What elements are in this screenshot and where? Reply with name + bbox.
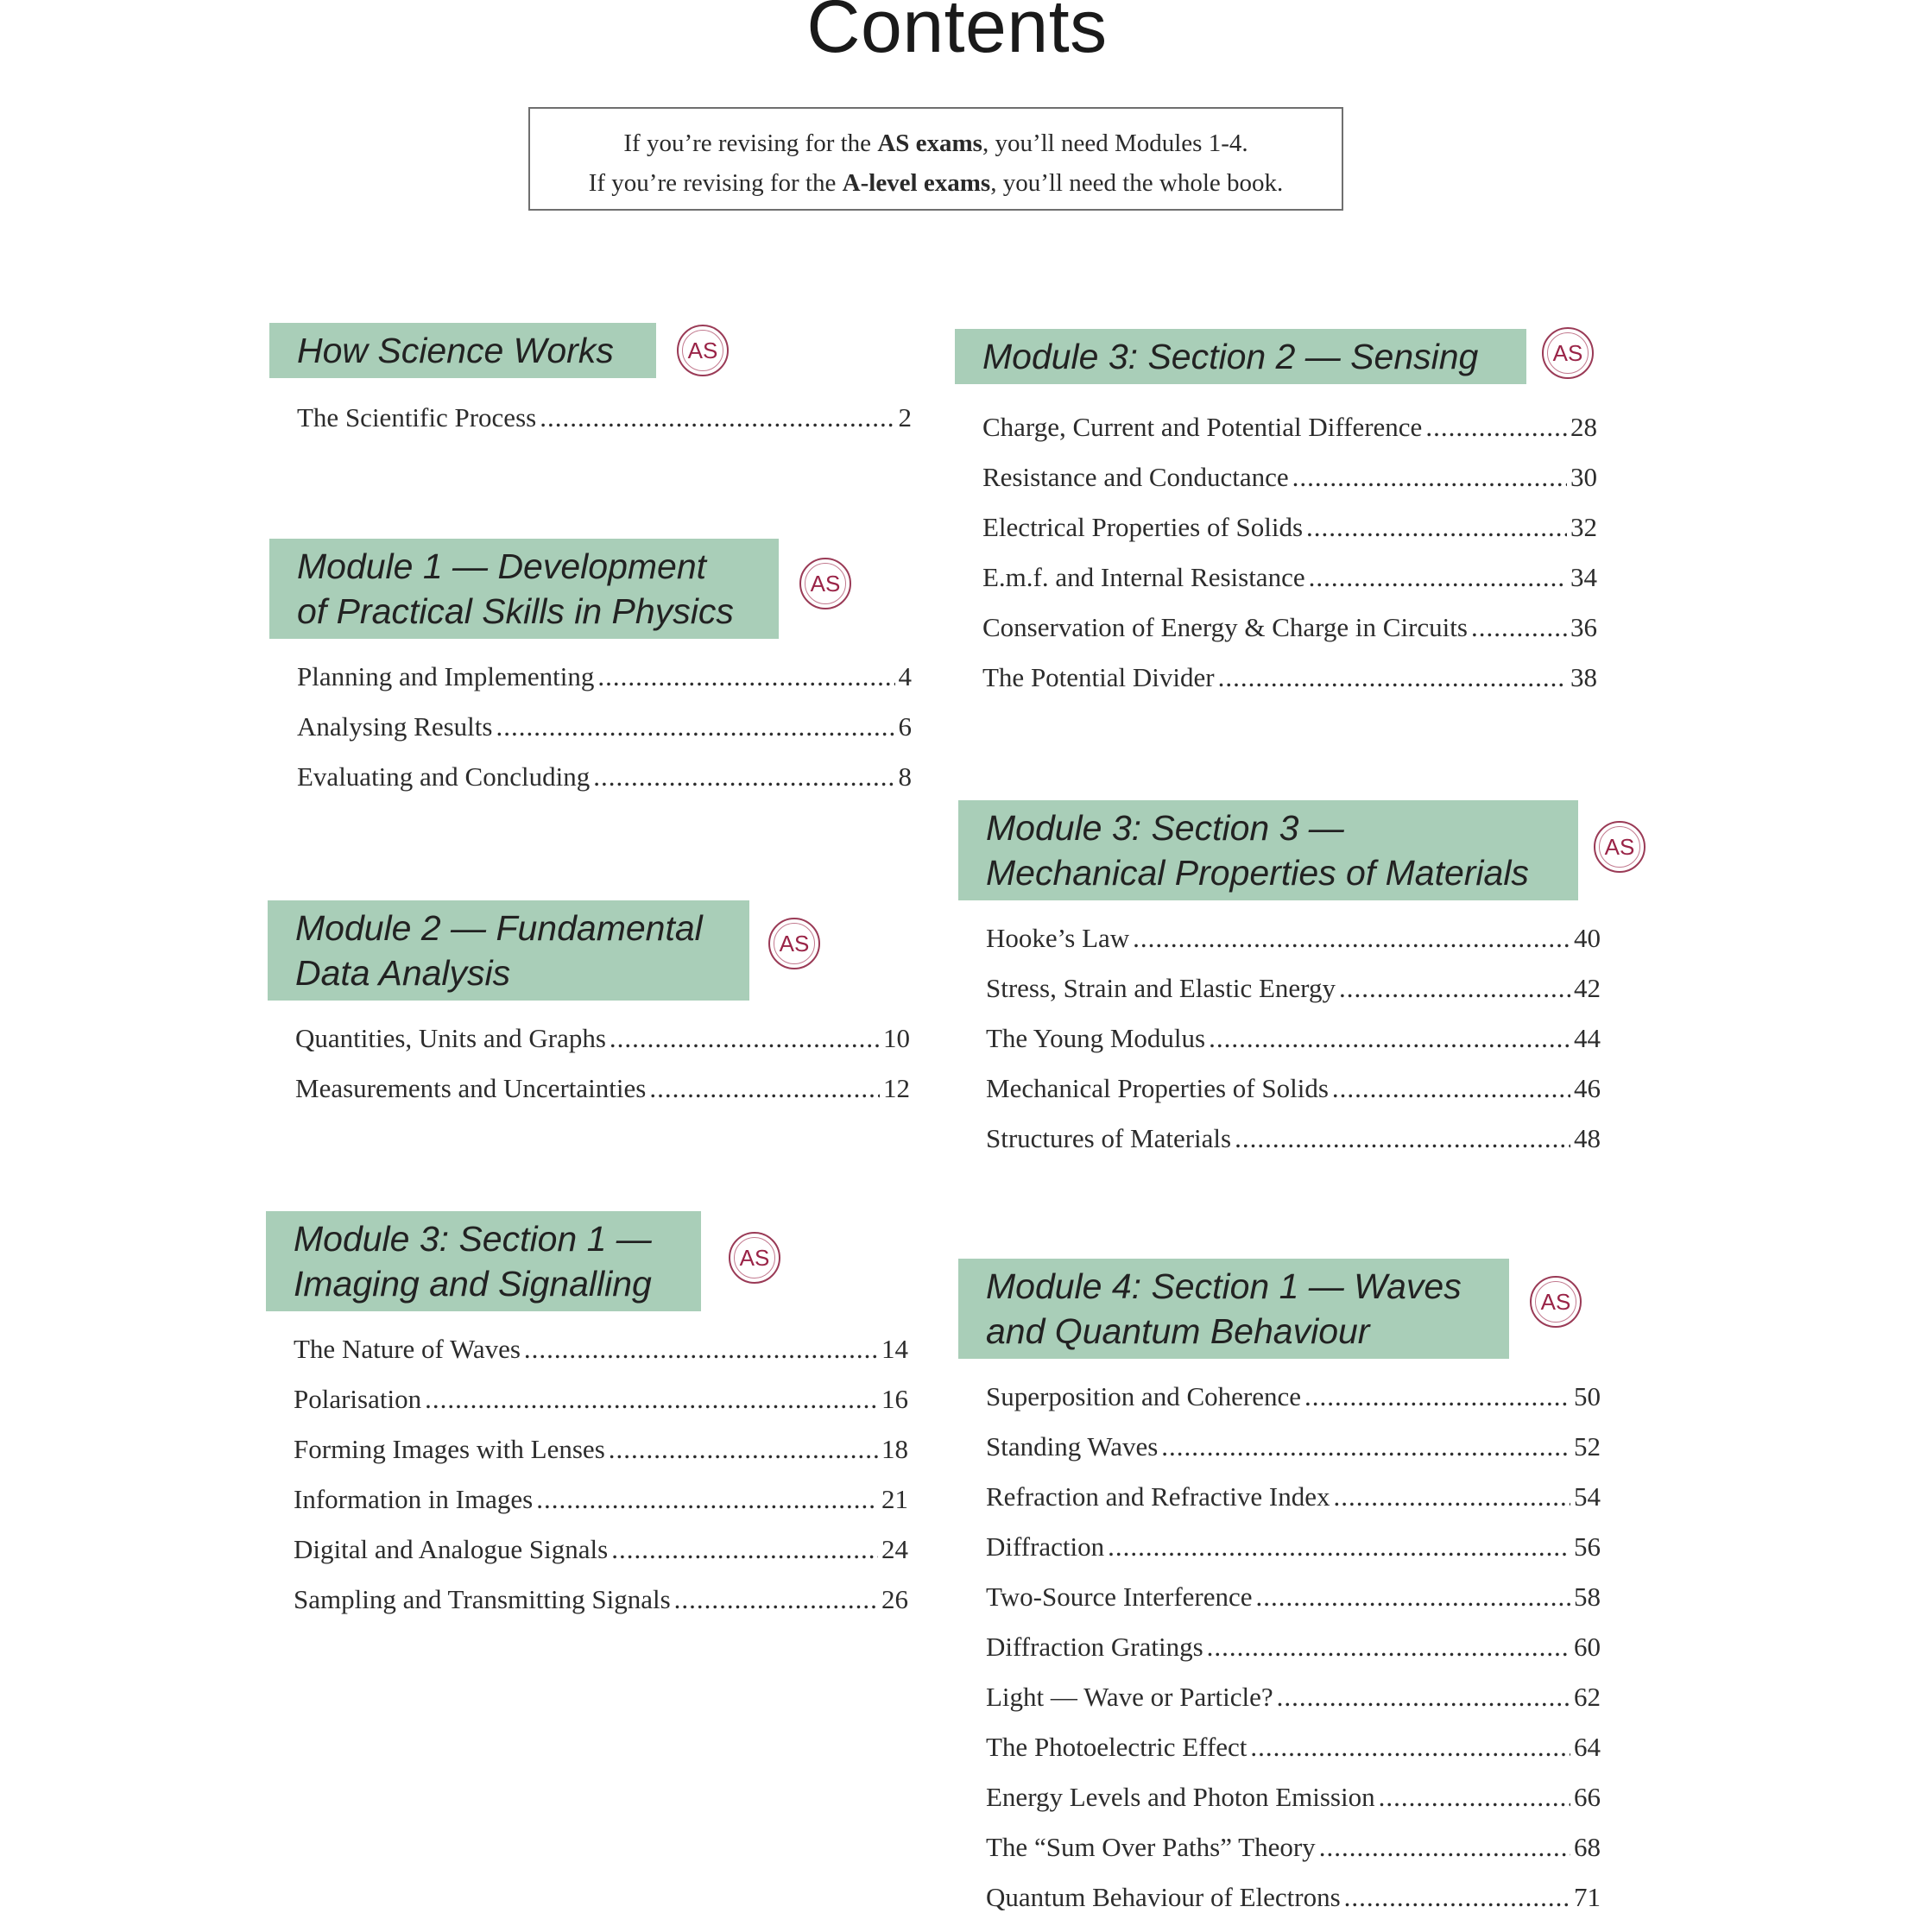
toc-entry-title: Quantum Behaviour of Electrons bbox=[986, 1882, 1341, 1912]
dot-leader bbox=[1209, 1023, 1570, 1054]
dot-leader bbox=[496, 711, 894, 742]
toc-entry bbox=[294, 1584, 908, 1634]
toc-entry-title: Light — Wave or Particle? bbox=[986, 1682, 1273, 1712]
dot-leader bbox=[1235, 1123, 1570, 1154]
toc-entry-title: Superposition and Coherence bbox=[986, 1381, 1302, 1411]
toc-entry-title: Information in Images bbox=[294, 1484, 534, 1514]
toc-entry-title: Evaluating and Concluding bbox=[297, 761, 591, 792]
toc-entry-title: Polarisation bbox=[294, 1384, 422, 1414]
dot-leader bbox=[1133, 923, 1570, 954]
toc-entry bbox=[986, 1682, 1601, 1732]
as-badge-label: AS bbox=[810, 570, 841, 597]
toc-entry bbox=[982, 512, 1597, 562]
as-badge-icon bbox=[768, 918, 820, 969]
section-entries bbox=[297, 661, 912, 811]
toc-entry-title: Mechanical Properties of Solids bbox=[986, 1073, 1329, 1103]
as-badge-label: AS bbox=[687, 337, 718, 363]
toc-entry bbox=[295, 1073, 910, 1123]
toc-entry bbox=[986, 923, 1601, 973]
dot-leader bbox=[1334, 1481, 1570, 1512]
dot-leader bbox=[536, 1484, 878, 1515]
toc-entry bbox=[297, 402, 912, 452]
toc-entry-page: 4 bbox=[898, 661, 912, 691]
toc-entry bbox=[986, 1431, 1601, 1481]
toc-entry-page: 58 bbox=[1574, 1582, 1601, 1612]
as-badge-icon bbox=[677, 325, 729, 376]
toc-entry bbox=[982, 562, 1597, 612]
toc-entry-page: 26 bbox=[881, 1584, 908, 1614]
toc-entry-page: 71 bbox=[1574, 1882, 1601, 1912]
toc-entry bbox=[297, 711, 912, 761]
section-heading-line: Module 3: Section 1 — bbox=[294, 1219, 652, 1259]
dot-leader bbox=[674, 1584, 878, 1615]
section-entries bbox=[982, 412, 1597, 712]
toc-entry-page: 50 bbox=[1574, 1381, 1601, 1411]
section-heading bbox=[269, 323, 656, 378]
section-heading bbox=[266, 1211, 701, 1311]
as-badge-label: AS bbox=[1604, 833, 1635, 860]
toc-entry-title: Diffraction bbox=[986, 1531, 1105, 1562]
section-heading-line: Module 4: Section 1 — Waves bbox=[986, 1266, 1462, 1306]
dot-leader bbox=[609, 1434, 878, 1465]
toc-entry-page: 14 bbox=[881, 1334, 908, 1364]
toc-entry bbox=[986, 1632, 1601, 1682]
section-heading-line: Module 2 — Fundamental bbox=[295, 908, 703, 948]
toc-entry-page: 56 bbox=[1574, 1531, 1601, 1562]
toc-entry-page: 2 bbox=[898, 402, 912, 432]
toc-entry-page: 24 bbox=[881, 1534, 908, 1564]
toc-entry-page: 30 bbox=[1570, 462, 1597, 492]
section-heading bbox=[955, 329, 1526, 384]
dot-leader bbox=[1304, 1381, 1570, 1412]
toc-entry bbox=[986, 1832, 1601, 1882]
toc-entry-title: Energy Levels and Photon Emission bbox=[986, 1782, 1375, 1812]
toc-entry-title: The Young Modulus bbox=[986, 1023, 1206, 1053]
dot-leader bbox=[1306, 512, 1567, 543]
toc-entry-page: 34 bbox=[1570, 562, 1597, 592]
toc-entry-page: 21 bbox=[881, 1484, 908, 1514]
exam-note-box bbox=[528, 107, 1343, 211]
toc-entry-page: 28 bbox=[1570, 412, 1597, 442]
toc-entry-title: Structures of Materials bbox=[986, 1123, 1232, 1153]
page-title: Contents bbox=[806, 0, 1108, 68]
dot-leader bbox=[425, 1384, 878, 1415]
toc-entry-page: 38 bbox=[1570, 662, 1597, 692]
section-heading-line: Imaging and Signalling bbox=[294, 1264, 652, 1304]
toc-entry bbox=[982, 612, 1597, 662]
section-heading-line: Module 1 — Development bbox=[297, 546, 707, 586]
dot-leader bbox=[1319, 1832, 1570, 1863]
as-badge-icon bbox=[799, 558, 851, 609]
section-entries bbox=[986, 1381, 1601, 1932]
toc-entry-page: 68 bbox=[1574, 1832, 1601, 1862]
dot-leader bbox=[540, 402, 894, 433]
toc-entry bbox=[986, 1882, 1601, 1932]
toc-entry-title: Quantities, Units and Graphs bbox=[295, 1023, 606, 1053]
dot-leader bbox=[610, 1023, 880, 1054]
toc-entry bbox=[294, 1534, 908, 1584]
dot-leader bbox=[1379, 1782, 1570, 1813]
section-heading-line: Data Analysis bbox=[295, 953, 511, 993]
section-heading bbox=[958, 800, 1578, 900]
toc-entry-page: 16 bbox=[881, 1384, 908, 1414]
toc-entry bbox=[986, 973, 1601, 1023]
dot-leader bbox=[524, 1334, 878, 1365]
dot-leader bbox=[1425, 412, 1567, 443]
section-heading bbox=[269, 539, 779, 639]
dot-leader bbox=[1339, 973, 1570, 1004]
section-entries bbox=[294, 1334, 908, 1634]
toc-entry bbox=[986, 1732, 1601, 1782]
toc-entry bbox=[982, 412, 1597, 462]
toc-entry-title: Diffraction Gratings bbox=[986, 1632, 1203, 1662]
toc-entry bbox=[986, 1023, 1601, 1073]
toc-entry-title: Refraction and Refractive Index bbox=[986, 1481, 1330, 1512]
as-badge-label: AS bbox=[1540, 1288, 1571, 1315]
dot-leader bbox=[593, 761, 894, 792]
section-heading-line: How Science Works bbox=[297, 331, 614, 370]
toc-entry-page: 52 bbox=[1574, 1431, 1601, 1462]
toc-entry bbox=[297, 761, 912, 811]
toc-entry-title: Electrical Properties of Solids bbox=[982, 512, 1304, 542]
toc-entry-title: Analysing Results bbox=[297, 711, 493, 742]
section-heading-line: Mechanical Properties of Materials bbox=[986, 853, 1529, 893]
dot-leader bbox=[1108, 1531, 1570, 1563]
toc-entry-page: 66 bbox=[1574, 1782, 1601, 1812]
section-entries bbox=[986, 923, 1601, 1173]
section-heading bbox=[268, 900, 749, 1001]
toc-entry bbox=[982, 662, 1597, 712]
toc-entry-title: Stress, Strain and Elastic Energy bbox=[986, 973, 1336, 1003]
toc-entry bbox=[982, 462, 1597, 512]
toc-entry bbox=[986, 1073, 1601, 1123]
dot-leader bbox=[1207, 1632, 1570, 1663]
toc-entry-page: 40 bbox=[1574, 923, 1601, 953]
section-entries bbox=[295, 1023, 910, 1123]
toc-entry-title: Hooke’s Law bbox=[986, 923, 1130, 953]
section-heading-line: Module 3: Section 2 — Sensing bbox=[982, 337, 1479, 376]
section-heading-line: Module 3: Section 3 — bbox=[986, 808, 1344, 848]
note-line-as: If you’re revising for the AS exams, you’ll need Modules 1-4. bbox=[623, 129, 1248, 157]
section-heading bbox=[958, 1259, 1509, 1359]
section-entries bbox=[297, 402, 912, 452]
toc-entry bbox=[294, 1384, 908, 1434]
toc-entry bbox=[986, 1123, 1601, 1173]
toc-entry bbox=[986, 1481, 1601, 1531]
toc-entry bbox=[294, 1334, 908, 1384]
toc-entry bbox=[294, 1434, 908, 1484]
toc-entry-title: Standing Waves bbox=[986, 1431, 1159, 1462]
toc-entry-page: 46 bbox=[1574, 1073, 1601, 1103]
toc-entry-page: 36 bbox=[1570, 612, 1597, 642]
toc-entry-title: The Scientific Process bbox=[297, 402, 537, 432]
dot-leader bbox=[1292, 462, 1567, 493]
toc-entry-page: 42 bbox=[1574, 973, 1601, 1003]
toc-entry-page: 48 bbox=[1574, 1123, 1601, 1153]
toc-entry-page: 10 bbox=[883, 1023, 910, 1053]
toc-entry-page: 62 bbox=[1574, 1682, 1601, 1712]
toc-entry-title: Resistance and Conductance bbox=[982, 462, 1289, 492]
dot-leader bbox=[611, 1534, 878, 1565]
toc-entry-title: Planning and Implementing bbox=[297, 661, 595, 691]
toc-entry-title: The Photoelectric Effect bbox=[986, 1732, 1248, 1762]
section-heading-line: of Practical Skills in Physics bbox=[297, 591, 734, 631]
toc-entry bbox=[294, 1484, 908, 1534]
dot-leader bbox=[1218, 662, 1567, 693]
toc-entry-title: Forming Images with Lenses bbox=[294, 1434, 605, 1464]
toc-entry-title: Charge, Current and Potential Difference bbox=[982, 412, 1423, 442]
toc-entry-page: 32 bbox=[1570, 512, 1597, 542]
toc-entry-title: E.m.f. and Internal Resistance bbox=[982, 562, 1305, 592]
as-badge-label: AS bbox=[779, 930, 810, 957]
dot-leader bbox=[1309, 562, 1567, 593]
toc-entry-title: Conservation of Energy & Charge in Circuits bbox=[982, 612, 1468, 642]
toc-entry bbox=[986, 1381, 1601, 1431]
toc-entry-page: 60 bbox=[1574, 1632, 1601, 1662]
toc-entry-page: 44 bbox=[1574, 1023, 1601, 1053]
toc-entry-page: 64 bbox=[1574, 1732, 1601, 1762]
toc-entry-page: 6 bbox=[898, 711, 912, 742]
dot-leader bbox=[1277, 1682, 1570, 1713]
toc-entry-title: Measurements and Uncertainties bbox=[295, 1073, 647, 1103]
toc-entry-title: The Potential Divider bbox=[982, 662, 1215, 692]
toc-entry bbox=[986, 1582, 1601, 1632]
dot-leader bbox=[1332, 1073, 1570, 1104]
toc-entry bbox=[986, 1782, 1601, 1832]
dot-leader bbox=[1344, 1882, 1570, 1913]
toc-entry-title: Digital and Analogue Signals bbox=[294, 1534, 609, 1564]
toc-entry bbox=[986, 1531, 1601, 1582]
as-badge-icon bbox=[729, 1232, 780, 1284]
dot-leader bbox=[597, 661, 894, 692]
toc-entry-title: Sampling and Transmitting Signals bbox=[294, 1584, 671, 1614]
dot-leader bbox=[649, 1073, 880, 1104]
as-badge-icon bbox=[1542, 327, 1594, 379]
note-line-alevel: If you’re revising for the A-level exams, you’ll need the whole book. bbox=[588, 169, 1284, 197]
toc-entry bbox=[297, 661, 912, 711]
toc-entry bbox=[295, 1023, 910, 1073]
toc-entry-page: 8 bbox=[898, 761, 912, 792]
dot-leader bbox=[1161, 1431, 1570, 1462]
toc-entry-page: 12 bbox=[883, 1073, 910, 1103]
dot-leader bbox=[1250, 1732, 1570, 1763]
as-badge-label: AS bbox=[1552, 339, 1583, 366]
toc-entry-title: The “Sum Over Paths” Theory bbox=[986, 1832, 1316, 1862]
dot-leader bbox=[1471, 612, 1567, 643]
toc-entry-title: Two-Source Interference bbox=[986, 1582, 1253, 1612]
section-heading-line: and Quantum Behaviour bbox=[986, 1311, 1370, 1351]
as-badge-icon bbox=[1594, 821, 1646, 873]
toc-entry-title: The Nature of Waves bbox=[294, 1334, 521, 1364]
dot-leader bbox=[1256, 1582, 1570, 1613]
as-badge-icon bbox=[1530, 1276, 1582, 1328]
toc-entry-page: 54 bbox=[1574, 1481, 1601, 1512]
as-badge-label: AS bbox=[739, 1244, 770, 1271]
toc-entry-page: 18 bbox=[881, 1434, 908, 1464]
